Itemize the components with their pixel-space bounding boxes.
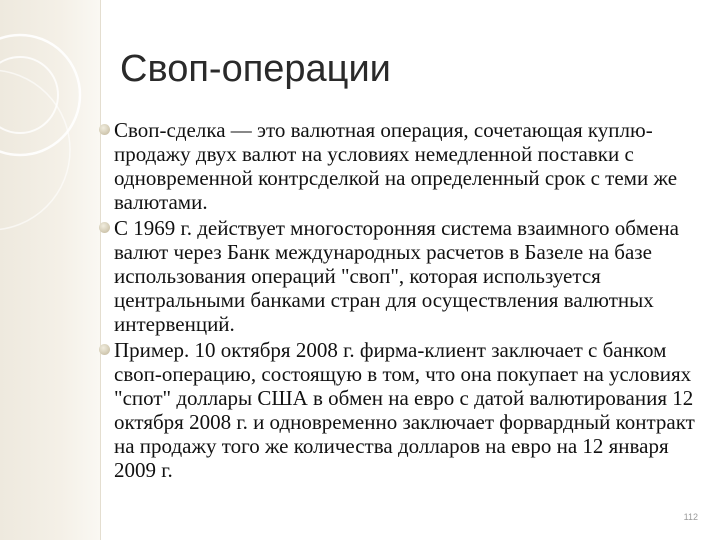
page-number: 112	[683, 512, 698, 522]
bullet-marker-icon	[99, 222, 110, 233]
bullet-item	[114, 118, 704, 214]
bullet-marker-icon	[99, 124, 110, 135]
bullet-text: С 1969 г. действует многосторонняя система взаимного обмена валют через Банк международных расчетов в Базеле на базе использования операций "своп", которая используется центральными банками стран для осуществления валютных интервенций.	[114, 216, 679, 336]
bullet-text: Пример. 10 октября 2008 г. фирма-клиент заключает с банком своп-операцию, состоящую в том, что она покупает на условиях "спот" доллары США в обмен на евро с датой валютирования 12 октября 2008 г. и одновременно заключает форвардный контракт на продажу того же количества долларов на евро на 12 января 2009 г.	[114, 338, 695, 482]
decorative-side-band	[0, 0, 100, 540]
bullet-marker-icon	[99, 344, 110, 355]
decorative-circles	[0, 0, 100, 540]
bullet-item	[114, 216, 704, 336]
bullet-list	[114, 118, 704, 484]
bullet-text: Своп-сделка — это валютная операция, сочетающая куплю-продажу двух валют на условиях немедленной поставки с одновременной контрсделкой на определенный срок с теми же валютами.	[114, 118, 678, 214]
band-divider	[100, 0, 101, 540]
bullet-item	[114, 338, 704, 482]
slide-title: Своп-операции	[120, 48, 391, 90]
